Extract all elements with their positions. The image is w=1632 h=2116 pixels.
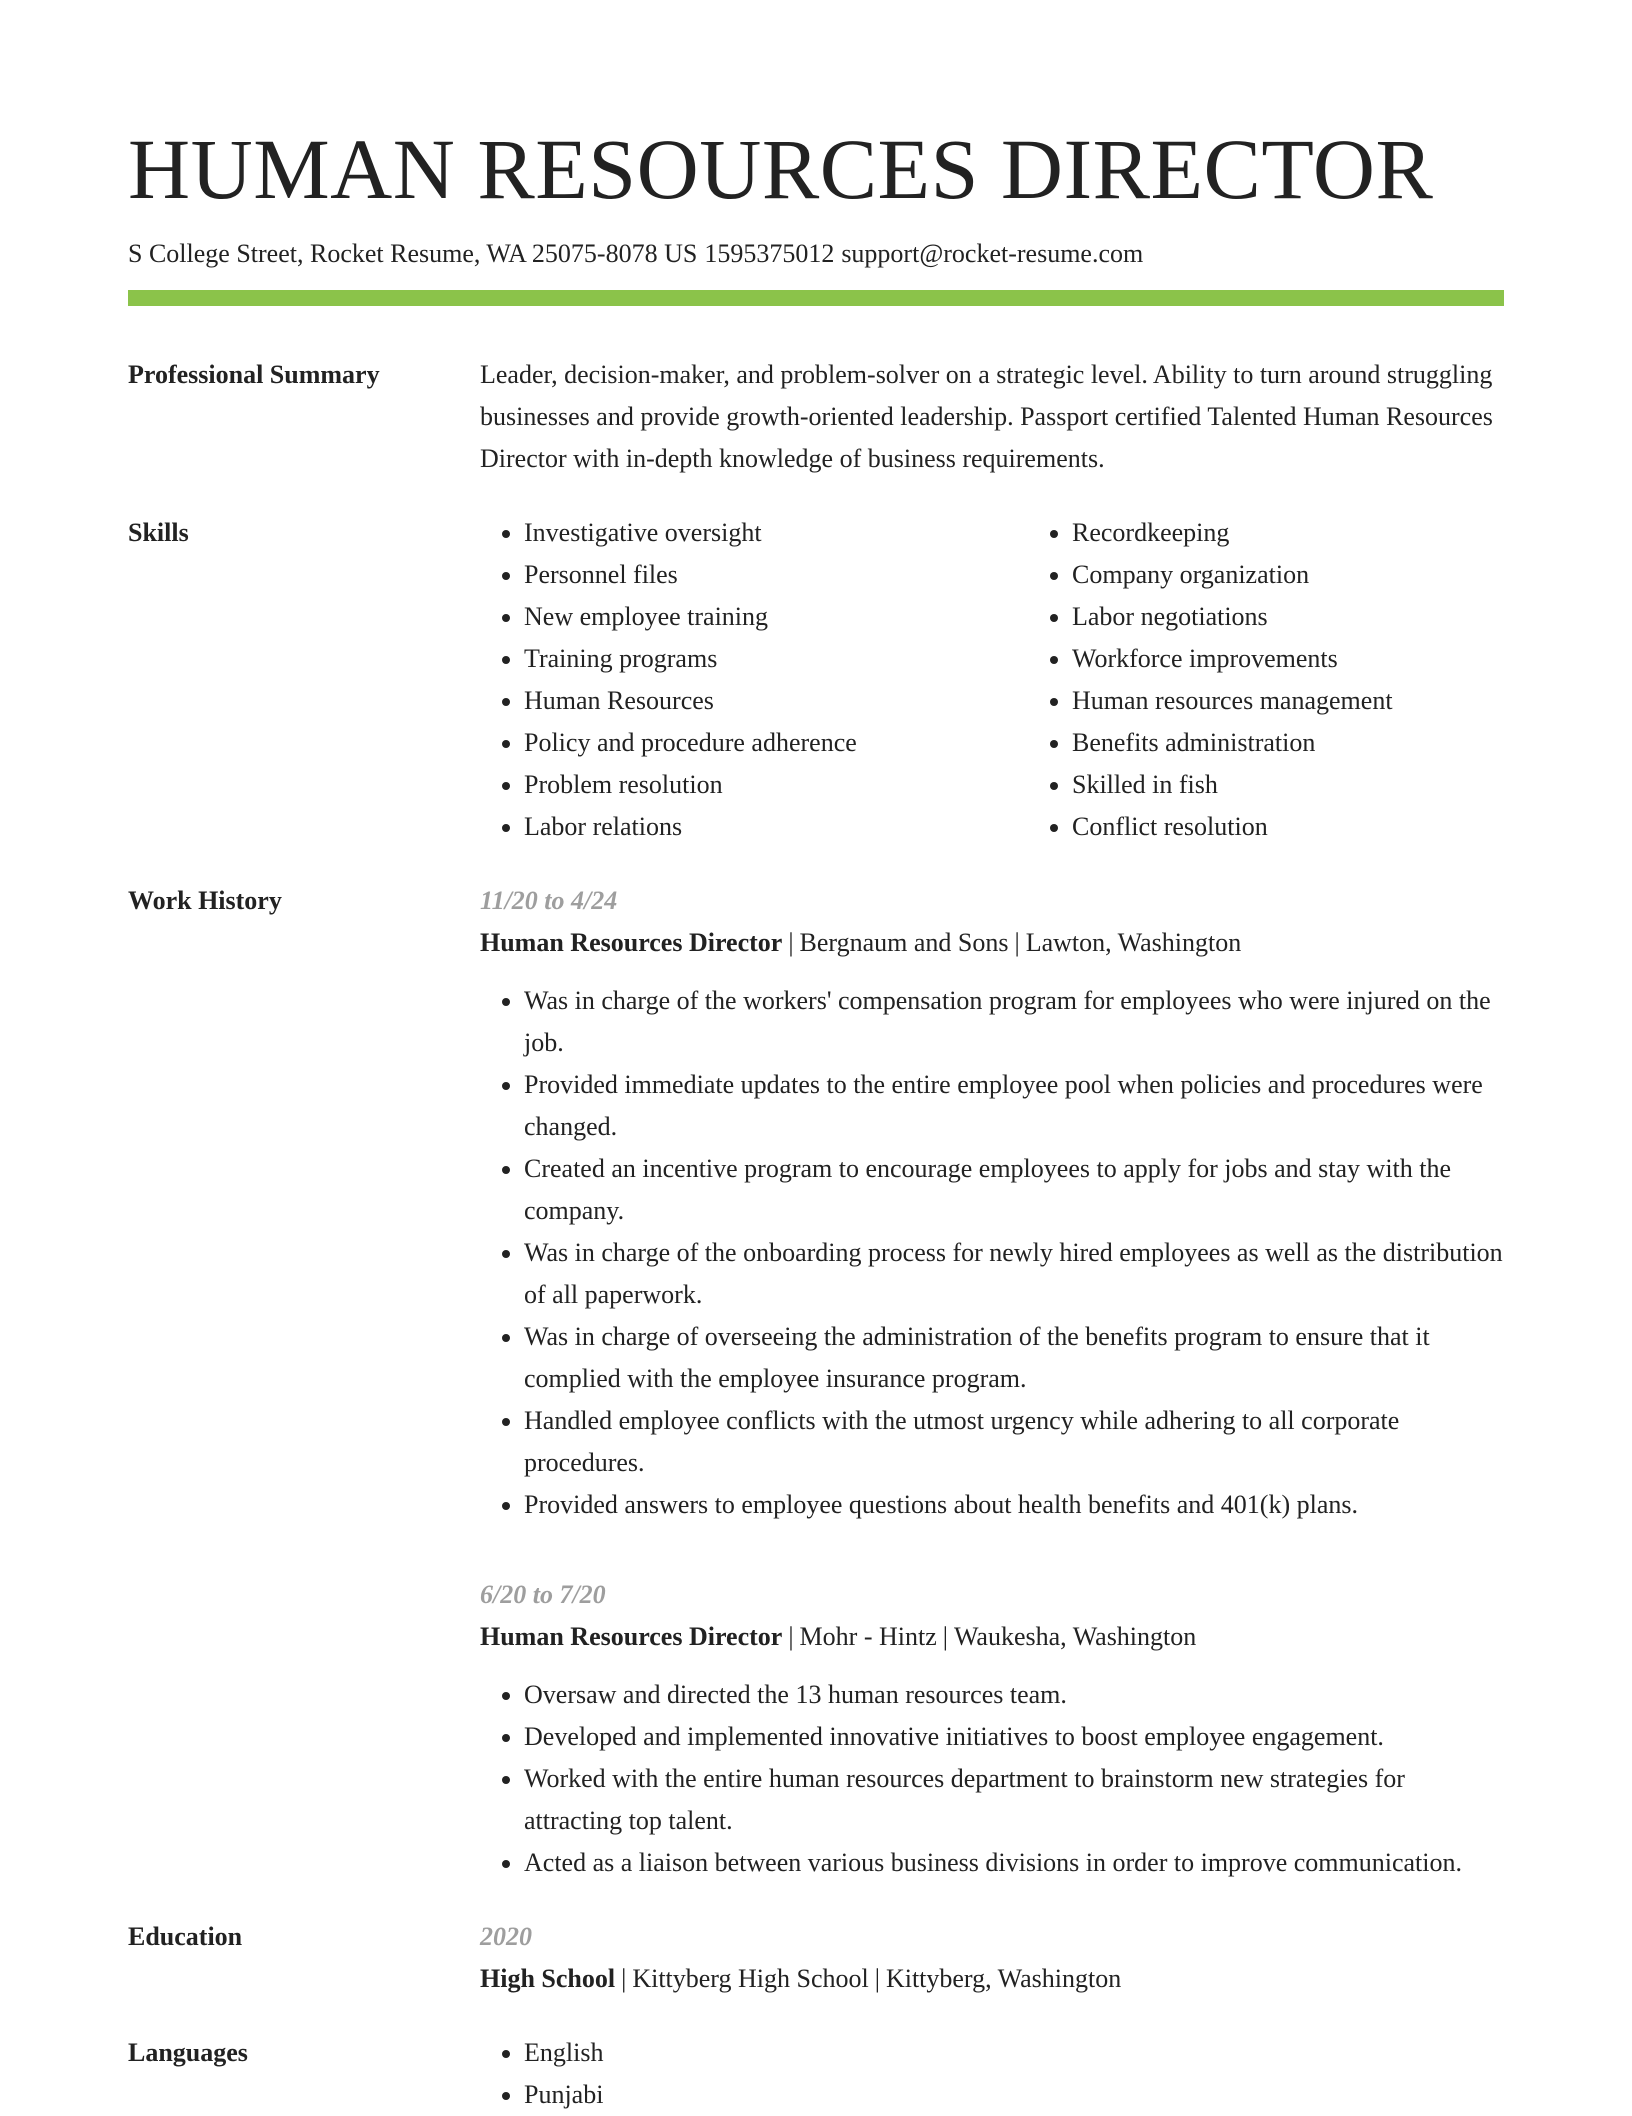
- skill-item: • Training programs: [524, 638, 1028, 680]
- education-heading: Education: [128, 1922, 243, 1951]
- languages-heading: Languages: [128, 2038, 248, 2067]
- skill-item: • Workforce improvements: [1072, 638, 1576, 680]
- skills-section: [128, 512, 1504, 848]
- skill-item: • Skilled in fish: [1072, 764, 1576, 806]
- job-bullet: • Developed and implemented innovative initiatives to boost employee engagement.: [524, 1716, 1504, 1758]
- job-line: Human Resources Director | Mohr - Hintz | Waukesha, Washington: [480, 1622, 1197, 1651]
- job-company: Bergnaum and Sons: [799, 928, 1009, 957]
- language-item: • Punjabi: [524, 2074, 1504, 2116]
- job-bullet: • Provided answers to employee questions about health benefits and 401(k) plans.: [524, 1484, 1504, 1526]
- skill-item: • Benefits administration: [1072, 722, 1576, 764]
- skill-item: • Human Resources: [524, 680, 1028, 722]
- contact-line: [128, 237, 1504, 271]
- education-location: Kittyberg, Washington: [885, 1964, 1122, 1993]
- header-divider: [128, 290, 1504, 306]
- skill-item: • Personnel files: [524, 554, 1028, 596]
- skill-item: • Recordkeeping: [1072, 512, 1576, 554]
- job-bullet: • Acted as a liaison between various business divisions in order to improve communication.: [524, 1842, 1504, 1884]
- job-bullet: • Handled employee conflicts with the utmost urgency while adhering to all corporate procedures.: [524, 1400, 1504, 1484]
- skill-item: • Policy and procedure adherence: [524, 722, 1028, 764]
- job-entry: [480, 1574, 1504, 1884]
- education-line: High School | Kittyberg High School | Kittyberg, Washington: [480, 1964, 1122, 1993]
- job-location: Lawton, Washington: [1025, 928, 1242, 957]
- skill-item: • Problem resolution: [524, 764, 1028, 806]
- job-company: Mohr - Hintz: [799, 1622, 937, 1651]
- skills-list-left: [480, 512, 1028, 848]
- education-section: [128, 1916, 1504, 2000]
- job-bullets: [480, 1674, 1504, 1884]
- resume-page: [128, 0, 1504, 2116]
- job-bullet: • Worked with the entire human resources department to brainstorm new strategies for attracting top talent.: [524, 1758, 1504, 1842]
- job-dates: 11/20 to 4/24: [480, 886, 618, 915]
- job-dates: 6/20 to 7/20: [480, 1580, 606, 1609]
- skill-item: • New employee training: [524, 596, 1028, 638]
- job-position: Human Resources Director: [480, 1622, 783, 1651]
- contact-address: S College Street, Rocket Resume, WA 25075-8078 US: [128, 239, 698, 268]
- job-location: Waukesha, Washington: [953, 1622, 1197, 1651]
- work-history-section: [128, 880, 1504, 1884]
- contact-phone: 1595375012: [704, 239, 835, 268]
- skill-item: • Conflict resolution: [1072, 806, 1576, 848]
- language-item: • English: [524, 2032, 1504, 2074]
- education-school: Kittyberg High School: [632, 1964, 869, 1993]
- languages-list: [480, 2032, 1504, 2116]
- skills-list-right: [1028, 512, 1576, 848]
- skill-item: • Labor negotiations: [1072, 596, 1576, 638]
- work-history-heading: Work History: [128, 886, 282, 915]
- summary-heading: Professional Summary: [128, 360, 380, 389]
- job-line: Human Resources Director | Bergnaum and Sons | Lawton, Washington: [480, 928, 1242, 957]
- resume-title: HUMAN RESOURCES DIRECTOR: [128, 121, 1434, 217]
- job-bullet: • Was in charge of the workers' compensation program for employees who were injured on the job.: [524, 980, 1504, 1064]
- summary-section: [128, 354, 1504, 480]
- job-bullet: • Oversaw and directed the 13 human resources team.: [524, 1674, 1504, 1716]
- education-degree: High School: [480, 1964, 616, 1993]
- job-bullets: [480, 980, 1504, 1526]
- job-bullet: • Was in charge of overseeing the administration of the benefits program to ensure that it complied with the employee insurance program.: [524, 1316, 1504, 1400]
- summary-text: Leader, decision-maker, and problem-solver on a strategic level. Ability to turn around struggling businesses and provide growth-oriented leadership. Passport certified Talented Human Resources Director with in-depth knowledge of business requirements.: [480, 360, 1493, 473]
- job-bullet: • Created an incentive program to encourage employees to apply for jobs and stay with the company.: [524, 1148, 1504, 1232]
- skills-heading: Skills: [128, 518, 189, 547]
- skill-item: • Human resources management: [1072, 680, 1576, 722]
- job-bullet: • Was in charge of the onboarding process for newly hired employees as well as the distribution of all paperwork.: [524, 1232, 1504, 1316]
- job-bullet: • Provided immediate updates to the entire employee pool when policies and procedures were changed.: [524, 1064, 1504, 1148]
- languages-section: [128, 2032, 1504, 2116]
- skill-item: • Labor relations: [524, 806, 1028, 848]
- education-year: 2020: [480, 1922, 532, 1951]
- contact-email: support@rocket-resume.com: [841, 239, 1144, 268]
- job-position: Human Resources Director: [480, 928, 783, 957]
- job-entry: [480, 880, 1504, 1526]
- skill-item: • Investigative oversight: [524, 512, 1028, 554]
- skill-item: • Company organization: [1072, 554, 1576, 596]
